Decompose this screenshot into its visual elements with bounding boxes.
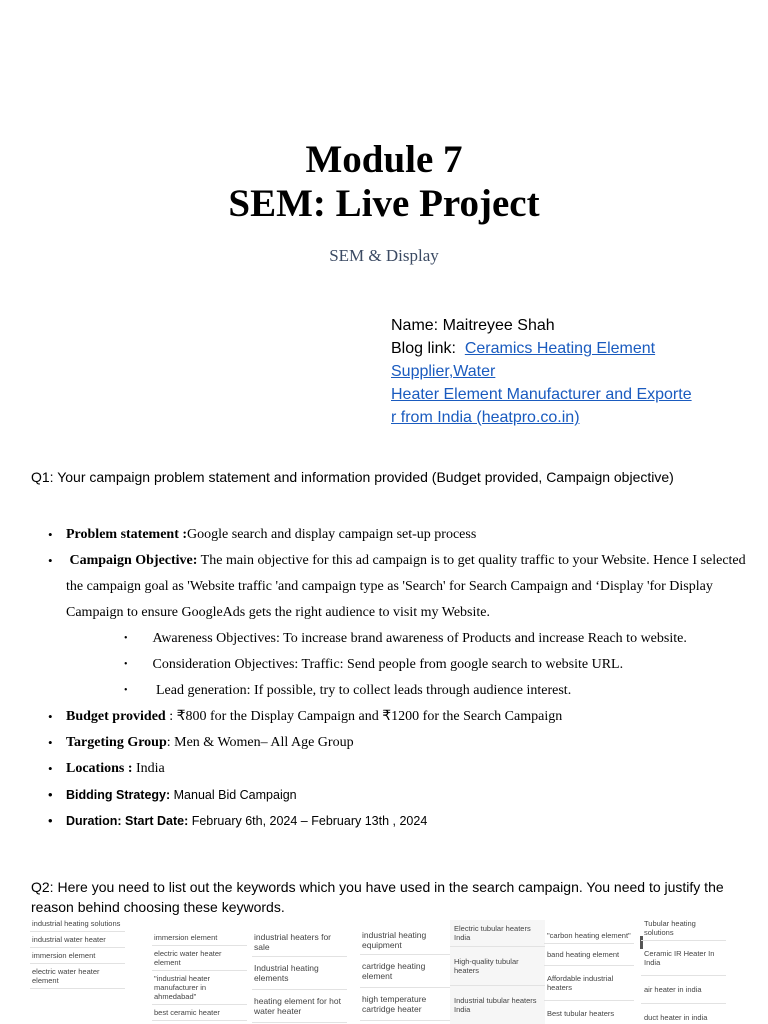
keyword-cell: industrial heating equipment — [360, 926, 455, 955]
keyword-cell: air heater in india — [641, 976, 726, 1004]
keyword-cell: heating element for hot water heater — [252, 990, 347, 1023]
keyword-cell: industrial heaters for sale — [252, 928, 347, 957]
problem-text: Google search and display campaign set-up process — [187, 527, 477, 542]
author-info — [391, 314, 741, 429]
budget-label: Budget provided — [66, 709, 166, 724]
bidding-label: Bidding Strategy: — [66, 788, 171, 802]
sub-objective-item: • Lead generation: If possible, try to collect leads through audience interest. — [124, 678, 748, 704]
keyword-column — [152, 930, 247, 1021]
targeting-label: Targeting Group — [66, 735, 167, 750]
keyword-cell: Industrial heating elements — [252, 957, 347, 990]
objective-label: Campaign Objective: — [69, 553, 198, 568]
keyword-cell: immersion element — [30, 948, 125, 964]
keyword-cell: industrial heating solutions — [30, 916, 125, 932]
bidding-item — [48, 782, 748, 808]
duration-label: Duration: Start Date: — [66, 814, 189, 828]
keyword-cell: industrial water heater — [30, 932, 125, 948]
title-line-1: Module 7 — [305, 138, 463, 181]
sub-objective-item: • Consideration Objectives: Traffic: Send people from google search to website URL. — [124, 652, 748, 678]
sub-objectives-list — [66, 626, 748, 704]
keyword-cell: Affordable industrial heaters — [544, 966, 634, 1001]
budget-text: : ₹800 for the Display Campaign and ₹1200 for the Search Campaign — [165, 709, 563, 724]
duration-item — [48, 808, 748, 834]
keyword-column — [360, 926, 455, 1021]
objective-text: The main objective for this ad campaign is to get quality traffic to your Website. Hence I selected the campaign goal as 'Website traffic 'and campaign type as 'Search' for Search Campaign and ‘Display 'for Display Campaign to ensure GoogleAds gets the right audience to visit my Website. — [66, 553, 746, 620]
duration-text: February 6th, 2024 – February 13th , 2024 — [188, 814, 428, 828]
blog-link-label: Blog link: — [391, 340, 456, 357]
campaign-objective-item — [48, 548, 748, 704]
keyword-cell: band heating element — [544, 944, 634, 966]
page-subtitle: SEM & Display — [329, 246, 439, 265]
keyword-cell: Best tubular heaters — [544, 1001, 634, 1024]
locations-label: Locations : — [66, 761, 133, 776]
locations-item — [48, 756, 748, 782]
budget-item — [48, 704, 748, 730]
keyword-cell: High-quality tubular heaters — [450, 947, 545, 986]
keyword-cell: "industrial heater manufacturer in ahmedabad" — [152, 971, 247, 1005]
keyword-cell: best ceramic heater — [152, 1005, 247, 1021]
problem-statement-item — [48, 522, 748, 548]
keyword-cell: Tubular heating solutions — [641, 916, 726, 941]
keyword-cell: "carbon heating element" — [544, 928, 634, 944]
blog-link-row — [391, 337, 741, 429]
page-title — [0, 138, 768, 226]
keyword-cell: duct heater in india — [641, 1004, 726, 1024]
targeting-text: : Men & Women– All Age Group — [166, 735, 354, 750]
targeting-item — [48, 730, 748, 756]
keyword-cell: Industrial tubular heaters India — [450, 986, 545, 1024]
question-2: Q2: Here you need to list out the keywords which you have used in the search campaign. You need to justify the reason behind choosing these keywords. — [31, 879, 724, 915]
sub-objective-item: • Awareness Objectives: To increase brand awareness of Products and increase Reach to website. — [124, 626, 748, 652]
keyword-column — [30, 916, 125, 989]
keyword-cell: immersion element — [152, 930, 247, 946]
keyword-cell: electric water heater element — [152, 946, 247, 971]
keyword-cell: Ceramic IR Heater In India — [641, 941, 726, 976]
keyword-screenshot-strip — [26, 916, 726, 1024]
keyword-column — [450, 920, 545, 1024]
keyword-column — [252, 928, 347, 1023]
author-name: Name: Maitreyee Shah — [391, 317, 555, 334]
problem-label: Problem statement : — [66, 527, 188, 542]
keyword-cell: cartridge heating element — [360, 955, 455, 988]
question-1: Q1: Your campaign problem statement and information provided (Budget provided, Campaign objective) — [31, 469, 674, 485]
keyword-column — [641, 916, 726, 1024]
blog-link[interactable]: Ceramics Heating Element Supplier,Water Heater Element Manufacturer and Exporte r from India (heatpro.co.in) — [391, 340, 692, 426]
keyword-cell: electric water heater element — [30, 964, 125, 989]
keyword-cell: Electric tubular heaters India — [450, 920, 545, 947]
bidding-text: Manual Bid Campaign — [170, 788, 297, 802]
keyword-cell: high temperature cartridge heater — [360, 988, 455, 1021]
locations-text: India — [132, 761, 165, 776]
keyword-column — [544, 928, 634, 1024]
q1-answer-list — [48, 522, 748, 834]
title-line-2: SEM: Live Project — [228, 182, 540, 225]
